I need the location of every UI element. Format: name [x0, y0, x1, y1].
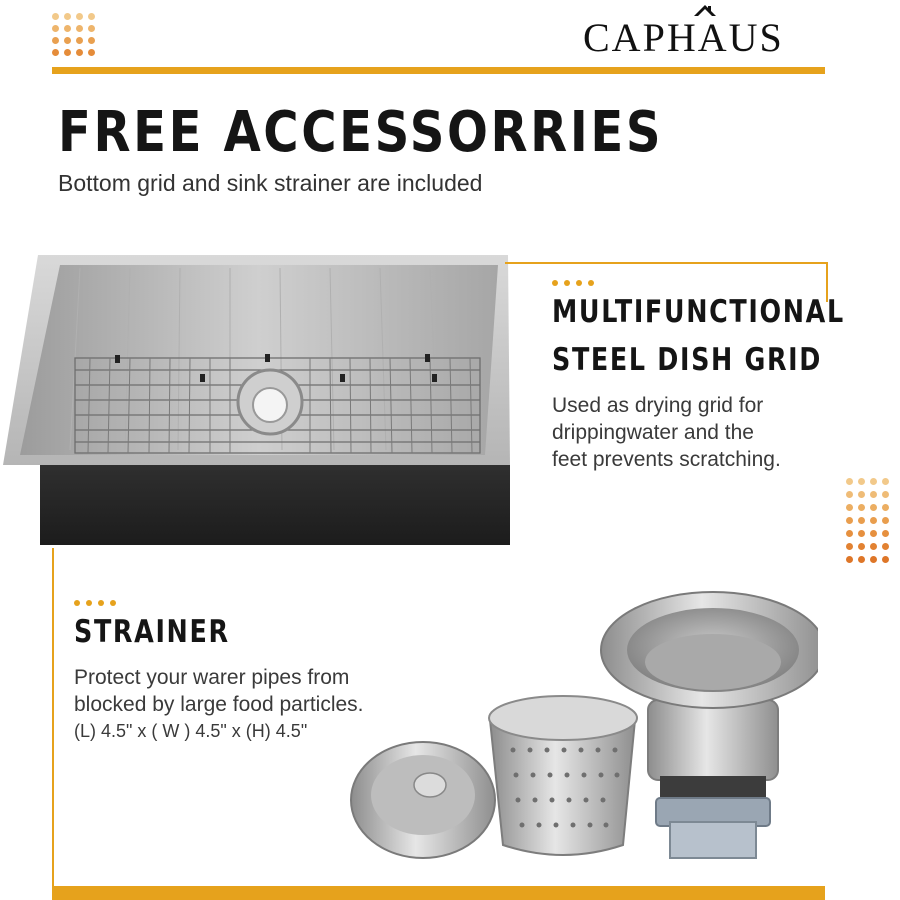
decor-dot-grid-top: [52, 13, 95, 56]
strainer-title: STRAINER: [74, 614, 230, 650]
strainer-desc-line: blocked by large food particles.: [74, 693, 364, 716]
decor-dot-grid-right: [846, 478, 889, 563]
brand-logo: [583, 4, 823, 64]
sink-image: [0, 250, 515, 550]
page-subtitle: Bottom grid and sink strainer are included: [58, 170, 483, 196]
dish-grid-desc-line: feet prevents scratching.: [552, 448, 781, 471]
dish-grid-desc-line: drippingwater and the: [552, 421, 754, 444]
top-accent-bar: [52, 67, 825, 74]
brand-name: CAPHAUS: [583, 15, 784, 60]
strainer-description: [74, 664, 364, 745]
accent-line-left: [52, 548, 54, 888]
dish-grid-description: [552, 392, 781, 473]
bottom-accent-bar: [52, 886, 825, 900]
strainer-desc-line: (L) 4.5" x ( W ) 4.5" x (H) 4.5": [74, 721, 308, 741]
strainer-image: [338, 590, 818, 890]
section-dots-strainer: [74, 600, 116, 606]
dish-grid-desc-line: Used as drying grid for: [552, 394, 764, 417]
accent-line-right-top: [505, 262, 828, 264]
page-title: FREE ACCESSORRIES: [58, 100, 664, 165]
strainer-desc-line: Protect your warer pipes from: [74, 666, 350, 689]
dish-grid-title-line2: STEEL DISH GRID: [552, 342, 823, 378]
dish-grid-title-line1: MULTIFUNCTIONAL: [552, 294, 845, 330]
section-dots-dish-grid: [552, 280, 594, 286]
